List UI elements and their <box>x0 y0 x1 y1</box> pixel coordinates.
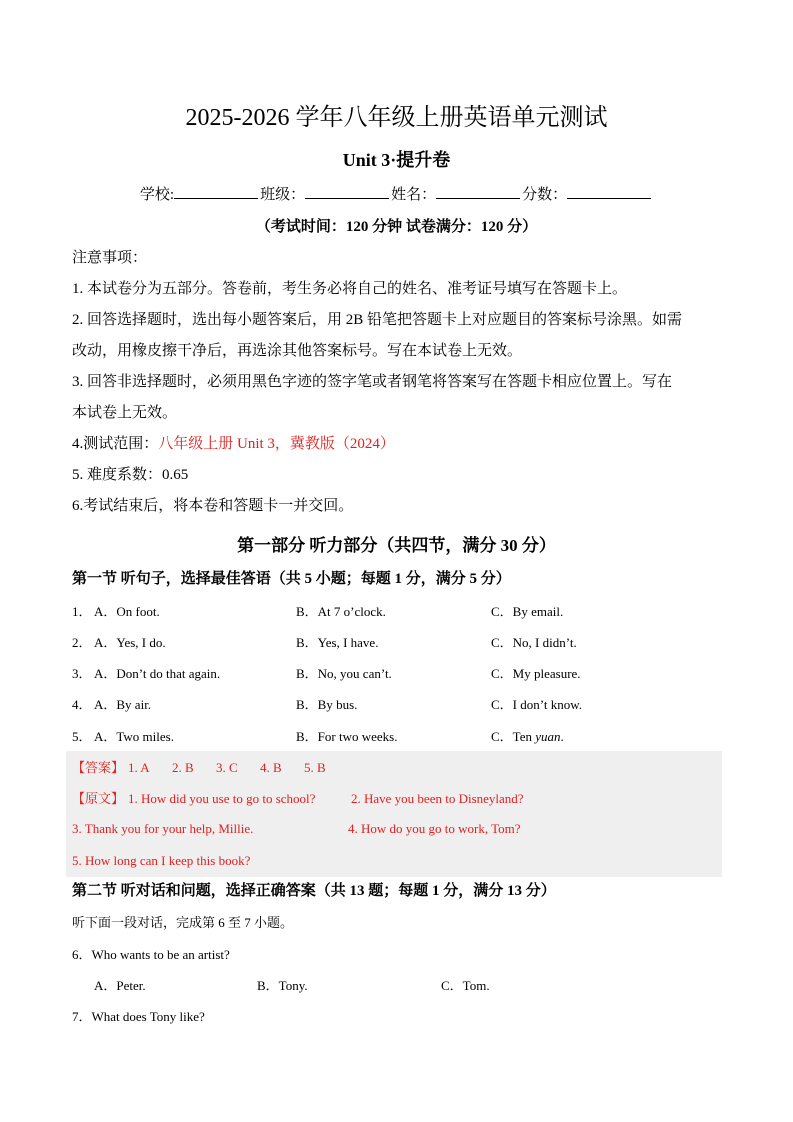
question-3-option-a: A．Don’t do that again. <box>94 666 221 681</box>
page-subtitle: Unit 3·提升卷 <box>342 150 451 170</box>
score-blank <box>567 184 651 199</box>
question-7: 7．What does Tony like? <box>72 1009 205 1024</box>
answer-1: 1. A <box>128 760 150 775</box>
script-line-3: 3. Thank you for your help, Millie. <box>72 821 254 836</box>
question-3-option-b: B．No, you can’t. <box>296 666 392 681</box>
script-label: 【原文】 <box>72 791 125 806</box>
question-5-option-b: B．For two weeks. <box>296 729 398 744</box>
question-2-option-b: B．Yes, I have. <box>296 635 379 650</box>
question-6-option-b: B．Tony. <box>257 978 308 993</box>
note-4-prefix: 4.测试范围： <box>72 436 159 452</box>
script-line-1: 1. How did you use to go to school? <box>128 791 316 806</box>
script-line-2: 2. Have you been to Disneyland? <box>351 791 524 806</box>
class-label: 班级： <box>260 187 306 203</box>
question-5-number: 5． <box>72 729 92 744</box>
note-4 <box>72 433 395 455</box>
question-4-option-c: C．I don’t know. <box>491 697 583 712</box>
question-5-option-c-suffix: . <box>560 729 564 744</box>
question-4-number: 4． <box>72 697 92 712</box>
name-blank <box>436 184 520 199</box>
question-5-option-c <box>491 727 564 747</box>
exam-time: （考试时间：120 分钟 试卷满分：120 分） <box>255 219 538 235</box>
student-info-line <box>0 184 793 206</box>
note-5: 5. 难度系数：0.65 <box>72 467 189 483</box>
section-2-intro: 听下面一段对话，完成第 6 至 7 小题。 <box>72 915 294 930</box>
section-1-title: 第一节 听句子，选择最佳答语（共 5 小题；每题 1 分，满分 5 分） <box>72 571 511 587</box>
question-1-number: 1． <box>72 604 92 619</box>
question-6-option-c: C．Tom. <box>441 978 490 993</box>
answer-3: 3. C <box>216 760 238 775</box>
question-5-option-c-prefix: C．Ten <box>491 729 536 744</box>
note-4-scope: 八年级上册 Unit 3，冀教版（2024） <box>158 436 395 452</box>
question-4-option-b: B．By bus. <box>296 697 358 712</box>
question-4-option-a: A．By air. <box>94 697 152 712</box>
script-line-5: 5. How long can I keep this book? <box>72 853 251 868</box>
answer-2: 2. B <box>172 760 194 775</box>
question-2-option-c: C．No, I didn’t. <box>491 635 577 650</box>
answer-5: 5. B <box>304 760 326 775</box>
question-3-option-c: C．My pleasure. <box>491 666 581 681</box>
question-1-option-a: A．On foot. <box>94 604 160 619</box>
section-2-title: 第二节 听对话和问题，选择正确答案（共 13 题；每题 1 分，满分 13 分） <box>72 883 556 899</box>
note-1: 1. 本试卷分为五部分。答卷前，考生务必将自己的姓名、准考证号填写在答题卡上。 <box>72 281 628 297</box>
school-label: 学校: <box>139 187 175 203</box>
question-6: 6．Who wants to be an artist? <box>72 947 230 962</box>
question-1-option-b: B．At 7 o’clock. <box>296 604 386 619</box>
script-line-4: 4. How do you go to work, Tom? <box>348 821 521 836</box>
school-blank <box>174 184 258 199</box>
part-1-title: 第一部分 听力部分（共四节，满分 30 分） <box>237 536 556 555</box>
question-2-option-a: A．Yes, I do. <box>94 635 166 650</box>
note-6: 6.考试结束后，将本卷和答题卡一并交回。 <box>72 498 354 514</box>
page-title: 2025-2026 学年八年级上册英语单元测试 <box>185 105 608 131</box>
note-3-line-1: 3. 回答非选择题时，必须用黑色字迹的签字笔或者钢笔将答案写在答题卡相应位置上。写在 <box>72 374 673 390</box>
question-3-number: 3． <box>72 666 92 681</box>
class-blank <box>305 184 389 199</box>
score-label: 分数： <box>522 187 568 203</box>
notes-heading: 注意事项： <box>72 250 148 266</box>
question-5-option-a: A．Two miles. <box>94 729 174 744</box>
question-5-option-c-italic: yuan <box>535 729 561 744</box>
question-2-number: 2． <box>72 635 92 650</box>
answer-label: 【答案】 <box>72 760 125 775</box>
question-1-option-c: C．By email. <box>491 604 564 619</box>
answer-4: 4. B <box>260 760 282 775</box>
note-2-line-1: 2. 回答选择题时，选出每小题答案后，用 2B 铅笔把答题卡上对应题目的答案标号涂黑。如需 <box>72 312 683 328</box>
question-6-option-a: A．Peter. <box>94 978 146 993</box>
name-label: 姓名： <box>391 187 437 203</box>
note-3-line-2: 本试卷上无效。 <box>72 405 178 421</box>
note-2-line-2: 改动，用橡皮擦干净后，再选涂其他答案标号。写在本试卷上无效。 <box>72 343 523 359</box>
